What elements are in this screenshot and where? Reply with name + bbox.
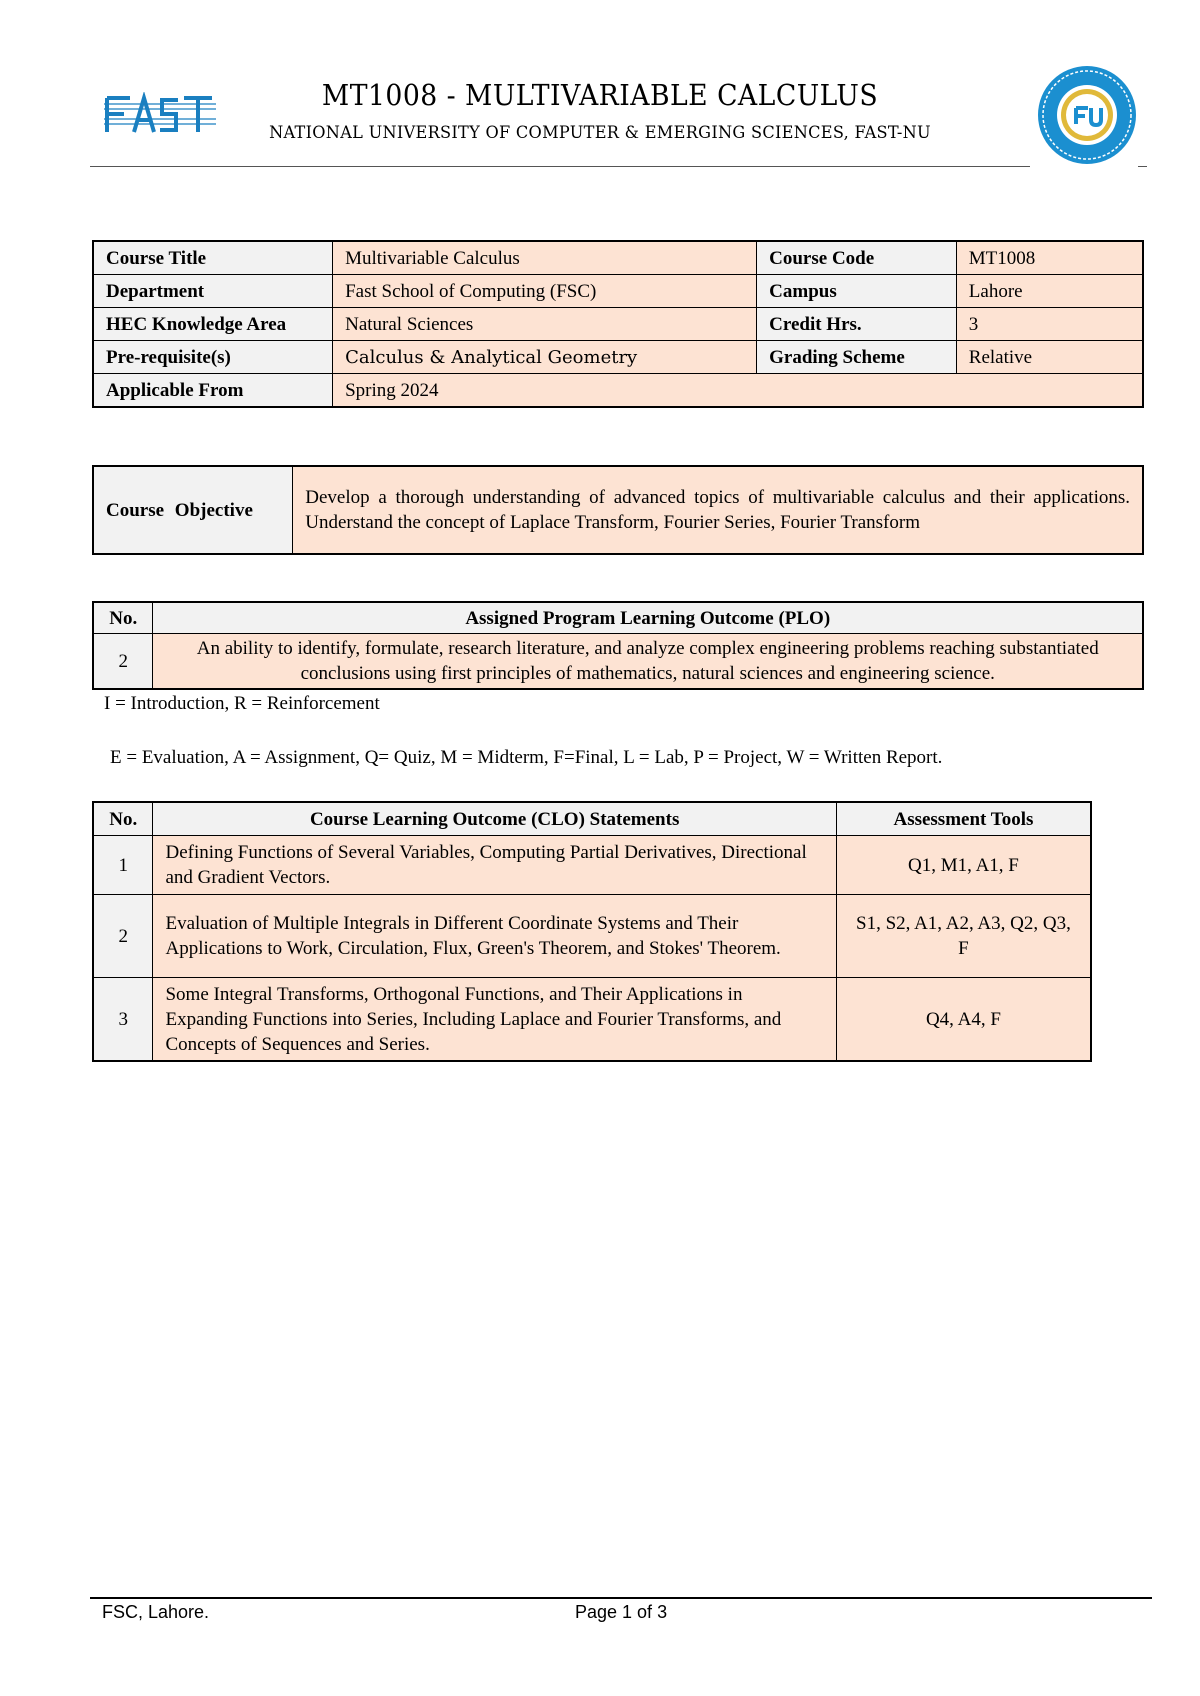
header-divider-dash [1138, 166, 1147, 167]
clo-assessment-tools: S1, S2, A1, A2, A3, Q2, Q3, F [836, 895, 1091, 978]
hec-area-value: Natural Sciences [333, 308, 757, 341]
applicable-from-value: Spring 2024 [333, 374, 1143, 408]
table-row [93, 602, 1143, 634]
clo-statement: Defining Functions of Several Variables, Computing Partial Derivatives, Directional and Gradient Vectors. [153, 836, 836, 895]
course-title-label: Course Title [93, 241, 333, 275]
clo-table [92, 801, 1092, 1062]
prerequisite-value: Calculus & Analytical Geometry [333, 341, 757, 374]
clo-assessment-tools: Q4, A4, F [836, 978, 1091, 1062]
plo-number: 2 [93, 634, 153, 690]
document-subtitle: NATIONAL UNIVERSITY OF COMPUTER & EMERGING SCIENCES, FAST-NU [269, 123, 931, 143]
clo-statement: Some Integral Transforms, Orthogonal Functions, and Their Applications in Expanding Functions into Series, Including Laplace and Fourier Transforms, and Concepts of Sequences and Series. [153, 978, 836, 1062]
table-row [93, 634, 1143, 690]
clo-no-header: No. [93, 802, 153, 836]
table-row [93, 466, 1143, 554]
clo-number: 2 [93, 895, 153, 978]
clo-assessment-tools: Q1, M1, A1, F [836, 836, 1091, 895]
credit-hours-value: 3 [956, 308, 1143, 341]
course-title-value: Multivariable Calculus [333, 241, 757, 275]
plo-table [92, 601, 1144, 690]
table-row [93, 978, 1091, 1062]
document-title: MT1008 - MULTIVARIABLE CALCULUS [321, 78, 879, 112]
course-code-value: MT1008 [956, 241, 1143, 275]
footer-campus: FSC, Lahore. [102, 1602, 210, 1622]
table-row [93, 308, 1143, 341]
applicable-from-label: Applicable From [93, 374, 333, 408]
university-seal [1036, 64, 1138, 166]
department-value: Fast School of Computing (FSC) [333, 275, 757, 308]
course-objective-table [92, 465, 1144, 555]
assessment-tools-header: Assessment Tools [836, 802, 1091, 836]
clo-number: 1 [93, 836, 153, 895]
course-objective-text: Develop a thorough understanding of advanced topics of multivariable calculus and their applications. Understand the concept of Laplace Transform, Fourier Series, Fourier Transform [293, 466, 1143, 554]
plo-statement: An ability to identify, formulate, research literature, and analyze complex engineering problems reaching substantiated conclusions using first principles of mathematics, natural sciences and engineering science. [153, 634, 1143, 690]
clo-number: 3 [93, 978, 153, 1062]
table-row [93, 802, 1091, 836]
plo-header: Assigned Program Learning Outcome (PLO) [153, 602, 1143, 634]
course-code-label: Course Code [757, 241, 957, 275]
credit-hours-label: Credit Hrs. [757, 308, 957, 341]
header-divider [90, 166, 1030, 167]
grading-scheme-label: Grading Scheme [757, 341, 957, 374]
legend-introduction: I = Introduction, R = Reinforcement [104, 693, 380, 714]
course-info-table [92, 240, 1144, 408]
table-row [93, 341, 1143, 374]
table-row [93, 836, 1091, 895]
course-objective-label: Course Objective [93, 466, 293, 554]
table-row [93, 895, 1091, 978]
clo-statement: Evaluation of Multiple Integrals in Different Coordinate Systems and Their Applications to Work, Circulation, Flux, Green's Theorem, and Stokes' Theorem. [153, 895, 836, 978]
prerequisite-label: Pre-requisite(s) [93, 341, 333, 374]
clo-statement-header: Course Learning Outcome (CLO) Statements [153, 802, 836, 836]
page-number: Page 1 of 3 [575, 1602, 668, 1622]
footer-divider [90, 1597, 1152, 1599]
hec-area-label: HEC Knowledge Area [93, 308, 333, 341]
grading-scheme-value: Relative [956, 341, 1143, 374]
legend-assessment: E = Evaluation, A = Assignment, Q= Quiz, M = Midterm, F=Final, L = Lab, P = Project, W = Written Report. [110, 747, 943, 768]
campus-label: Campus [757, 275, 957, 308]
plo-no-header: No. [93, 602, 153, 634]
department-label: Department [93, 275, 333, 308]
table-row [93, 374, 1143, 408]
campus-value: Lahore [956, 275, 1143, 308]
table-row [93, 241, 1143, 275]
table-row [93, 275, 1143, 308]
